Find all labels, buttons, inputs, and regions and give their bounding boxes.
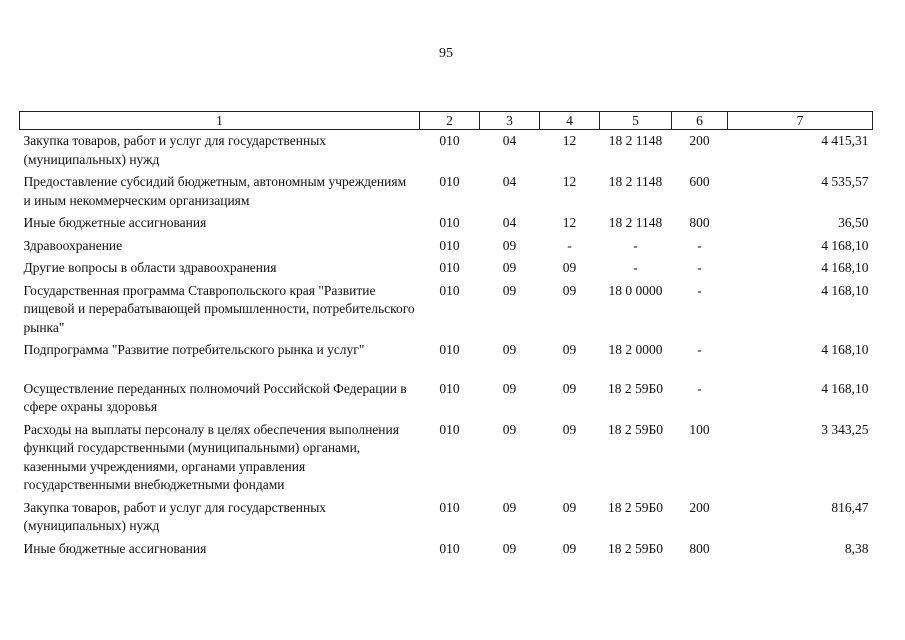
- cell-col7: 4 168,10: [821, 380, 869, 396]
- column-header: 3: [480, 112, 540, 130]
- cell-col4: -: [567, 237, 572, 253]
- table-row: [20, 339, 873, 378]
- cell-col5: -: [633, 260, 638, 275]
- cell-col6: 200: [689, 133, 710, 148]
- cell-col4: 09: [562, 342, 577, 357]
- cell-col2: 010: [439, 260, 460, 275]
- cell-col5: 18 2 59Б0: [607, 499, 663, 515]
- row-name: Осуществление переданных полномочий Российской Федерации в сфере охраны здоровья: [23, 380, 407, 414]
- row-name: Закупка товаров, работ и услуг для государственных (муниципальных) нужд: [23, 499, 327, 533]
- row-name: Государственная программа Ставропольского края "Развитие пищевой и перерабатывающей промышленности, потребительского рынка": [23, 282, 415, 335]
- cell-col5: 18 2 59Б0: [607, 421, 663, 437]
- cell-col2: 010: [439, 133, 460, 148]
- cell-col3: 09: [502, 237, 517, 253]
- cell-col4: 09: [562, 260, 577, 275]
- cell-col4: 09: [562, 499, 577, 515]
- cell-col7: 4 168,10: [821, 260, 869, 275]
- cell-col6: -: [697, 342, 702, 357]
- cell-col5: 18 2 59Б0: [607, 540, 663, 556]
- column-header: 1: [20, 112, 420, 130]
- row-name: Здравоохранение: [23, 237, 123, 253]
- table-header: [20, 112, 873, 130]
- table-row: [20, 538, 873, 561]
- cell-col7: 4 535,57: [821, 174, 869, 189]
- cell-col3: 09: [502, 342, 517, 357]
- table-body: [20, 130, 873, 561]
- cell-col5: 18 2 59Б0: [607, 380, 663, 396]
- cell-col7: 4 168,10: [821, 237, 869, 253]
- cell-col3: 09: [502, 380, 517, 396]
- cell-col4: 12: [562, 174, 577, 189]
- cell-col4: 09: [562, 540, 577, 556]
- cell-col6: 100: [689, 421, 710, 437]
- cell-col2: 010: [439, 282, 460, 298]
- cell-col6: 800: [689, 540, 710, 556]
- cell-col6: 600: [689, 174, 710, 189]
- cell-col7: 816,47: [831, 499, 869, 515]
- header-row: [20, 112, 873, 130]
- cell-col6: 800: [689, 215, 710, 230]
- table-row: [20, 130, 873, 172]
- cell-col2: 010: [439, 342, 460, 357]
- cell-col2: 010: [439, 215, 460, 230]
- cell-col5: 18 2 0000: [608, 342, 663, 357]
- cell-col2: 010: [439, 421, 460, 437]
- cell-col5: 18 0 0000: [608, 282, 663, 298]
- row-name: Иные бюджетные ассигнования: [23, 215, 207, 230]
- cell-col4: 09: [562, 380, 577, 396]
- table-row: [20, 419, 873, 497]
- cell-col6: 200: [689, 499, 710, 515]
- cell-col5: 18 2 1148: [608, 174, 663, 189]
- cell-col7: 8,38: [844, 540, 869, 556]
- cell-col4: 09: [562, 421, 577, 437]
- column-header: 7: [728, 112, 873, 130]
- cell-col7: 4 168,10: [821, 282, 869, 298]
- column-header: 5: [600, 112, 672, 130]
- cell-col4: 09: [562, 282, 577, 298]
- row-name: Расходы на выплаты персоналу в целях обеспечения выполнения функций государственными (муниципальными) органами, казенными учреждениями, органами управления государственными внебюджетными фондами: [23, 421, 399, 492]
- table-row: [20, 235, 873, 258]
- row-name: Иные бюджетные ассигнования: [23, 540, 207, 556]
- cell-col3: 04: [502, 215, 517, 230]
- cell-col3: 04: [502, 174, 517, 189]
- cell-col6: -: [697, 380, 702, 396]
- cell-col5: 18 2 1148: [608, 215, 663, 230]
- cell-col3: 09: [502, 421, 517, 437]
- row-name: Закупка товаров, работ и услуг для государственных (муниципальных) нужд: [23, 133, 327, 167]
- cell-col6: -: [697, 282, 702, 298]
- cell-col6: -: [697, 260, 702, 275]
- cell-col2: 010: [439, 174, 460, 189]
- row-name: Подпрограмма "Развитие потребительского рынка и услуг": [23, 342, 365, 357]
- cell-col7: 36,50: [838, 215, 869, 230]
- cell-col3: 09: [502, 499, 517, 515]
- cell-col7: 4 415,31: [821, 133, 869, 148]
- cell-col2: 010: [439, 540, 460, 556]
- cell-col4: 12: [562, 133, 577, 148]
- column-header: 4: [540, 112, 600, 130]
- page-number: 95: [439, 46, 453, 61]
- cell-col2: 010: [439, 237, 460, 253]
- cell-col5: 18 2 1148: [608, 133, 663, 148]
- cell-col3: 09: [502, 260, 517, 275]
- table-row: [20, 497, 873, 538]
- cell-col3: 09: [502, 282, 517, 298]
- budget-table: [19, 111, 873, 560]
- cell-col7: 4 168,10: [821, 342, 869, 357]
- cell-col4: 12: [562, 215, 577, 230]
- cell-col6: -: [697, 237, 702, 253]
- cell-col3: 09: [502, 540, 517, 556]
- cell-col5: -: [633, 237, 638, 253]
- cell-col3: 04: [502, 133, 517, 148]
- cell-col7: 3 343,25: [821, 421, 869, 437]
- table-row: [20, 212, 873, 235]
- table-row: [20, 280, 873, 340]
- column-header: 2: [420, 112, 480, 130]
- row-name: Другие вопросы в области здравоохранения: [23, 260, 277, 275]
- row-name: Предоставление субсидий бюджетным, автономным учреждениям и иным некоммерческим организациям: [23, 174, 407, 208]
- cell-col2: 010: [439, 380, 460, 396]
- table-row: [20, 378, 873, 419]
- cell-col2: 010: [439, 499, 460, 515]
- table-row: [20, 171, 873, 212]
- table-row: [20, 257, 873, 280]
- column-header: 6: [672, 112, 728, 130]
